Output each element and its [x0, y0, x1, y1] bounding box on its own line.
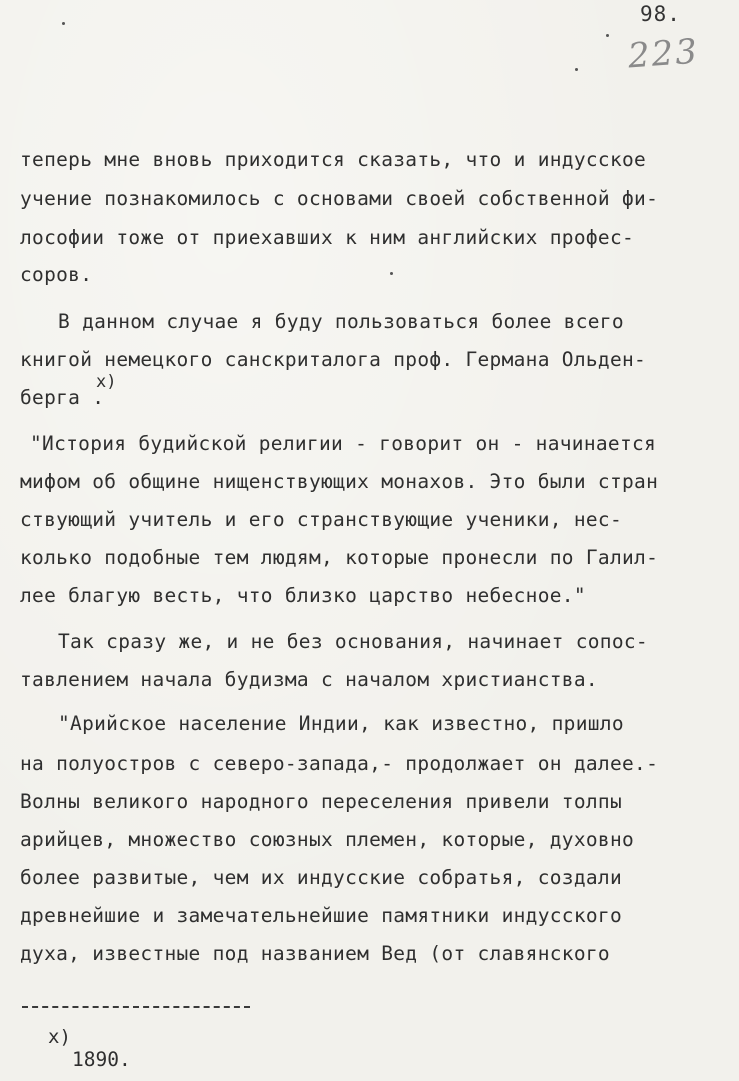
paper-speck — [62, 22, 65, 25]
text-line: арийцев, множество союзных племен, которые, духовно — [20, 828, 635, 851]
page-number: 98. — [640, 2, 681, 26]
footnote-text: 1890. — [72, 1048, 131, 1071]
text-line: более развитые, чем их индусские собратья, создали — [20, 866, 622, 889]
text-line: лософии тоже от приехавших к ним английских профес- — [20, 226, 635, 249]
paper-speck — [390, 272, 393, 275]
text-line: Волны великого народного переселения привели толпы — [20, 790, 622, 813]
text-line: колько подобные тем людям, которые пронесли по Галил- — [20, 546, 659, 569]
text-line: соров. — [20, 263, 93, 286]
text-line: ствующий учитель и его странствующие ученики, нес- — [20, 508, 622, 531]
text-line: Так сразу же, и не без основания, начинает сопос- — [58, 630, 648, 653]
footnote-reference: x) — [96, 372, 117, 392]
paper-speck — [575, 68, 578, 71]
text-line: книгой немецкого санскриталога проф. Германа Ольден- — [20, 348, 647, 371]
text-line: мифом об общине нищенствующих монахов. Это были стран — [20, 470, 659, 493]
text-line: берга . — [20, 386, 105, 409]
text-line: на полуостров с северо-запада,- продолжает он далее.- — [20, 752, 659, 775]
text-line: лее благую весть, что близко царство небесное." — [20, 584, 586, 607]
text-line: теперь мне вновь приходится сказать, что и индусское — [20, 148, 647, 171]
archive-number: 223 — [626, 31, 701, 77]
text-line: "Арийское население Индии, как известно, пришло — [58, 712, 624, 735]
text-line: учение познакомилось с основами своей собственной фи- — [20, 187, 659, 210]
text-line: "История будийской религии - говорит он - начинается — [30, 432, 657, 455]
footnote-mark: x) — [48, 1026, 71, 1048]
text-line: В данном случае я буду пользоваться более всего — [58, 310, 624, 333]
paper-speck — [606, 34, 609, 37]
text-line: древнейшие и замечательнейшие памятники индусского — [20, 904, 622, 927]
footnote-separator — [22, 1006, 250, 1008]
text-line: тавлением начала будизма с началом христианства. — [20, 668, 598, 691]
text-line: духа, известные под названием Вед (от славянского — [20, 942, 610, 965]
